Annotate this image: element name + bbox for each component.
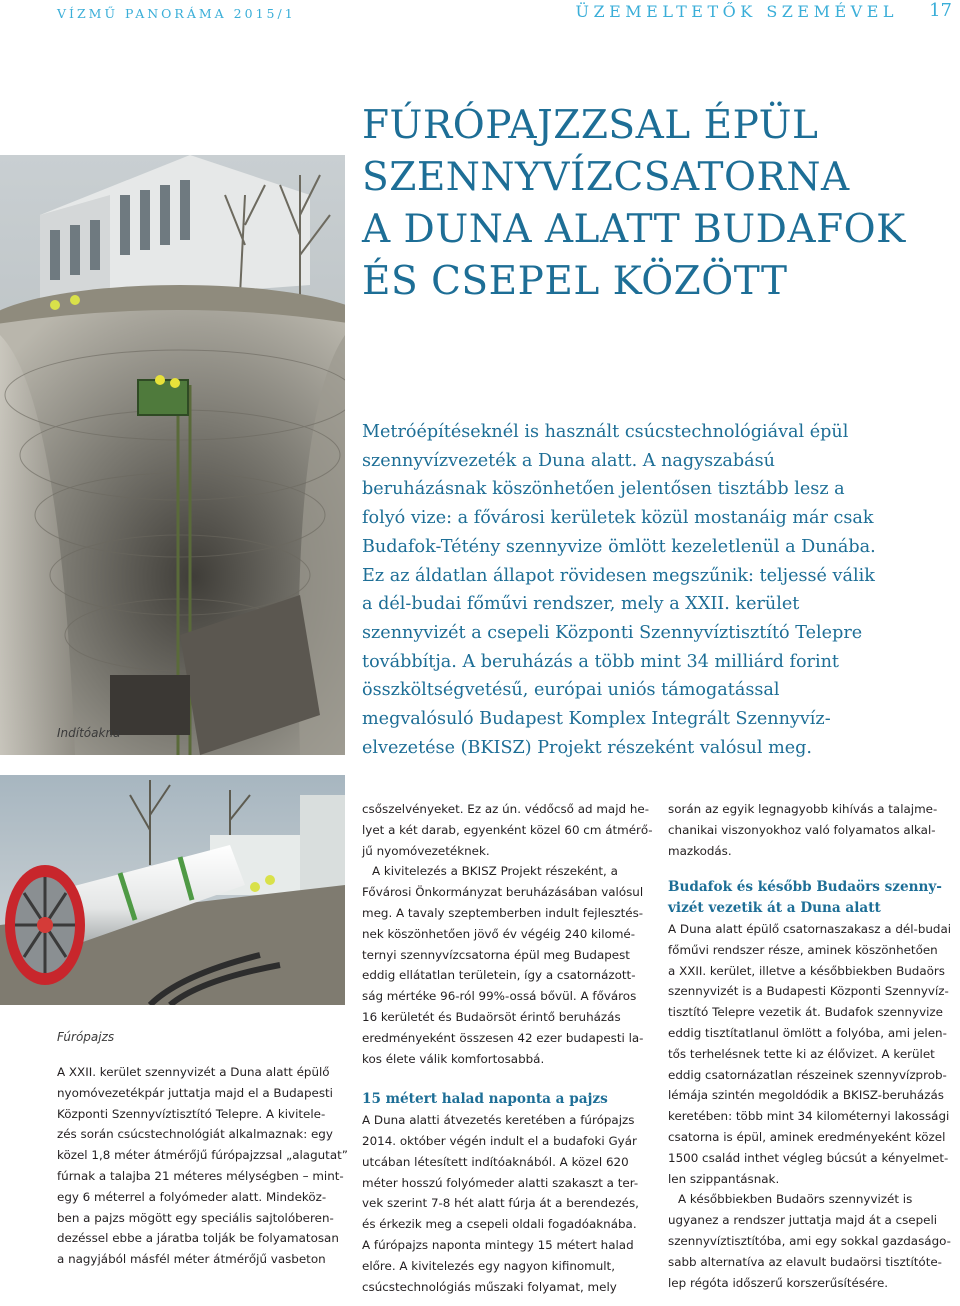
text-line: 16 kerületét és Budaörsöt érintő beruházás	[362, 1009, 621, 1024]
text-line: A Duna alatt épülő csatornaszakasz a dél-budai	[668, 921, 952, 936]
text-line: során az egyik legnagyobb kihívás a talajme-	[668, 802, 938, 816]
body-column-2	[362, 799, 652, 1297]
text-line: szennyvíztisztítóba, ami egy sokkal gazdaságo-	[668, 1233, 951, 1248]
text-line: jű nyomóvezetéknek.	[362, 843, 490, 858]
text-line: ugyanez a rendszer juttatja majd át a csepeli	[668, 1213, 938, 1228]
text-line: lémája szintén megoldódik a BKISZ-beruházás	[668, 1088, 944, 1103]
lead-line: megvalósuló Budapest Komplex Integrált Szennyvíz-	[362, 709, 831, 730]
text-line: a XXII. kerület, illetve a későbbiekben Budaörs	[668, 963, 945, 978]
text-line: méter hosszú folyómeder alatti szakaszt a ter-	[362, 1175, 639, 1190]
text-line: eredményeként összesen 42 ezer budapesti la-	[362, 1030, 644, 1045]
text-line: nyomóvezetékpár juttatja majd el a Budapesti	[57, 1085, 333, 1100]
text-line: eddig tisztítatlanul ömlött a folyóba, ami jelen-	[668, 1025, 947, 1040]
title-line: ÉS CSEPEL KÖZÖTT	[362, 259, 788, 304]
text-line: tisztító Telepre vezetik át. Budafok szennyvize	[668, 1005, 943, 1020]
text-line: közel 1,8 méter átmérőjű fúrópajzzsal „alagutat”	[57, 1148, 348, 1163]
shaft-photo	[0, 155, 345, 755]
lead-line: továbbítja. A beruházás a több mint 34 milliárd forint	[362, 651, 839, 672]
text-line: csatorna is épül, aminek eredményeként közel	[668, 1129, 946, 1144]
text-line: tős terhelésnek tette ki az élővizet. A kerület	[668, 1046, 935, 1061]
text-line: fúrnak a talajba 21 méteres mélységben – mint-	[57, 1168, 344, 1183]
photo-caption: Fúrópajzs	[57, 1030, 115, 1044]
title-line: SZENNYVÍZCSATORNA	[362, 155, 850, 200]
text-line: meg. A tavaly szeptemberben indult fejlesztés-	[362, 905, 644, 920]
text-line: utcában létesített indítóaknából. A közel 620	[362, 1154, 629, 1169]
text-line: lep régóta időszerű korszerűsítésére.	[668, 1275, 889, 1290]
lead-line: a dél-budai főművi rendszer, mely a XXII. kerület	[362, 594, 800, 615]
text-line: keretében: több mint 34 kilométernyi lakossági	[668, 1109, 950, 1124]
lead-line: Budafok-Tétény szennyvize ömlött kezeletlenül a Dunába.	[362, 536, 876, 557]
text-line: ternyi szennyvízcsatorna épül meg Budapest	[362, 947, 630, 962]
lead-paragraph	[362, 418, 922, 762]
text-line: ben a pajzs mögött egy speciális sajtolóberen-	[57, 1210, 334, 1225]
text-line: vek szerint 7-8 hét alatt fúrja át a berendezés,	[362, 1196, 639, 1211]
text-line: főművi rendszer része, aminek köszönhetően	[668, 942, 938, 957]
body-column-3	[668, 799, 958, 1293]
text-line: nek köszönhetően jövő év végéig 240 kilomé-	[362, 926, 636, 941]
text-line: lyet a két darab, egyenként közel 60 cm átmérő-	[362, 822, 653, 837]
text-line: A fúrópajzs naponta mintegy 15 métert halad	[362, 1237, 634, 1252]
page-number: 17	[929, 0, 952, 21]
text-line: A XXII. kerület szennyvizét a Duna alatt épülő	[57, 1065, 330, 1079]
text-line: len szippantásnak.	[668, 1171, 780, 1186]
section-subheading: vizét vezetik át a Duna alatt	[668, 900, 881, 917]
lead-line: elvezetése (BKISZ) Projekt részeként valósul meg.	[362, 737, 813, 758]
text-line: Központi Szennyvíztisztító Telepre. A kivitele-	[57, 1106, 326, 1121]
section-title: ÜZEMELTETŐK SZEMÉVEL	[575, 2, 898, 21]
text-line: 2014. október végén indult el a budafoki Gyár	[362, 1133, 637, 1148]
text-line: Fővárosi Önkormányzat beruházásában valósul	[362, 885, 644, 900]
lead-line: szennyvízvezeték a Duna alatt. A nagyszabású	[362, 450, 775, 471]
text-line: 1500 család inthet végleg búcsút a kényelmet-	[668, 1150, 949, 1165]
text-line: dezéssel ebbe a járatba tolják be folyamatosan	[57, 1231, 339, 1246]
text-line: csúcstechnológiás műszaki folyamat, mely	[362, 1279, 617, 1294]
text-line: kos élete válik komfortosabbá.	[362, 1051, 545, 1066]
photo-caption: Indítóakna	[57, 726, 121, 740]
tbm-photo	[0, 775, 345, 1005]
title-line: FÚRÓPAJZZSAL ÉPÜL	[362, 103, 819, 148]
section-subheading: Budafok és később Budaörs szenny-	[668, 879, 942, 896]
text-line: A Duna alatti átvezetés keretében a fúrópajzs	[362, 1113, 635, 1128]
body-column-1	[57, 1062, 347, 1270]
text-line: eddig ellátatlan területein, így a csatornázott-	[362, 968, 636, 983]
lead-line: Metróépítéseknél is használt csúcstechnológiával épül	[362, 422, 849, 442]
lead-line: beruházásnak köszönhetően jelentősen tisztább lesz a	[362, 479, 845, 500]
text-line: sabb alternatíva az elavult budaörsi tisztítóte-	[668, 1254, 942, 1269]
text-line: chanikai viszonyokhoz való folyamatos alkal-	[668, 822, 936, 837]
lead-line: összköltségvetésű, európai uniós támogatással	[362, 680, 780, 701]
title-line: A DUNA ALATT BUDAFOK	[362, 207, 906, 252]
article-title	[362, 100, 952, 308]
text-line: mazkodás.	[668, 843, 732, 858]
section-subheading: 15 métert halad naponta a pajzs	[362, 1091, 608, 1108]
lead-line: szennyvizét a csepeli Központi Szennyvíztisztító Telepre	[362, 622, 863, 643]
lead-line: folyó vize: a fővárosi kerületek közül mostanáig már csak	[362, 508, 874, 529]
text-line: A kivitelezés a BKISZ Projekt részeként, a	[372, 864, 618, 879]
text-line: egy 6 méterrel a folyómeder alatt. Mindeköz-	[57, 1189, 327, 1204]
text-line: ság mértéke 96-ról 99%-ossá bővül. A főváros	[362, 989, 637, 1004]
text-line: szennyvizét is a Budapesti Központi Szennyvíz-	[668, 984, 949, 999]
text-line: A későbbiekben Budaörs szennyvizét is	[678, 1192, 913, 1207]
text-line: eddig csatornázatlan részeinek szennyvízprob-	[668, 1067, 947, 1082]
text-line: zés során csúcstechnológiát alkalmaznak: egy	[57, 1127, 333, 1142]
lead-line: Ez az áldatlan állapot rövidesen megszűnik: teljessé válik	[362, 565, 875, 586]
magazine-issue: VÍZMŰ PANORÁMA 2015/1	[57, 6, 296, 21]
text-line: csőszelvényeket. Ez az ún. védőcső ad majd he-	[362, 802, 649, 816]
text-line: és érkezik meg a csepeli oldali fogadóaknába.	[362, 1217, 637, 1232]
text-line: a nagyjából másfél méter átmérőjű vasbeton	[57, 1252, 326, 1267]
text-line: előre. A kivitelezés egy nagyon kifinomult,	[362, 1258, 616, 1273]
